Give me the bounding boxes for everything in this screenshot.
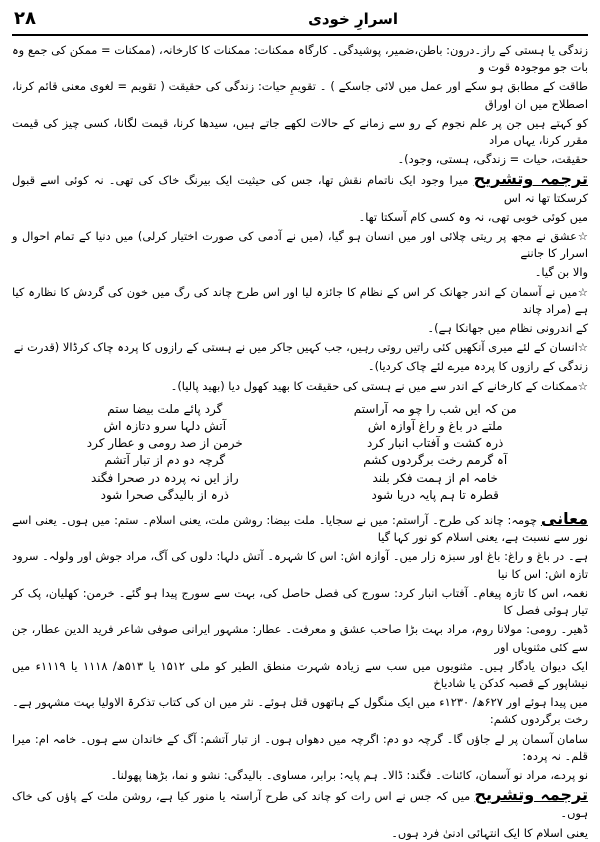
paragraph-line: ڈھیر۔ رومی: مولانا روم، مراد بہت بڑا صاحب عشق و معرفت۔ عطار: مشہور ایرانی صوفی شاعر فرید الدین عطار، جن سے کئی مثنویاں اور [12, 622, 588, 654]
intro-line: طاقت کے مطابق ہو سکے اور عمل میں لائی جاسکے ) ۔ تقویمِ حیات: زندگی کی حقیقت ( تقویم = لغوی معنی قائم کرنا، اصطلاح میں ان اوراق [12, 79, 588, 111]
section-heading: ترجمہ وتشریح [473, 169, 588, 189]
book-title: اسرارِ خودی [308, 10, 398, 28]
paragraph-line: نغمہ، اس کا تازہ پیغام۔ آفتاب انبار کرد: سورج کی فصل حاصل کی، بہت سے سورج پیدا ہو گئے۔ خرمن: کھلیان، پک کر تیار ہوئی فصل کا [12, 585, 588, 618]
intro-line: کو کہتے ہیں جن پر علم نجوم کے رو سے زمانے کے حالات لکھے جاتے ہیں، سیدھا کرنا، قیمت لگانا، کسی چیز کی قیمت مقرر کرنا، یہاں مراد [12, 115, 588, 148]
verse-hemistich: من کہ ایں شب را چو مہ آراستم [353, 401, 517, 416]
verse-hemistich: قطرہ تا ہم پایہ دریا شود [371, 487, 499, 502]
paragraph-line: نو پردے، مراد نو آسمان، کائنات۔ فگند: ڈالا۔ ہم پایہ: برابر، مساوی۔ بالیدگی: نشو و نما، بڑھنا پھولنا۔ [110, 767, 588, 782]
verse-hemistich: ملتے در باغ و راغ آوازہ اش [367, 419, 503, 434]
section-heading: ترجمہ وتشریح [474, 785, 588, 805]
translation-block-1 [12, 170, 588, 206]
verse-hemistich: آتش دلہا سرو دتازہ اش [103, 419, 227, 434]
page-content [12, 42, 588, 842]
paragraph-line: ☆عشق نے مجھ پر ریتی چلائی اور میں انسان ہو گیا، (میں نے آدمی کی صورت اختیار کرلی) میں دنیا کے تمام احوال و اسرار کا جاننے [12, 229, 588, 261]
paragraph-line: میں کوئی خوبی تھی، نہ وہ کسی کام آسکتا تھا۔ [358, 209, 588, 224]
paragraph-line: ہے۔ در باغ و راغ: باغ اور سبزہ زار میں۔ آوازہ اش: اس کا شہرہ۔ آتش دلہا: دلوں کی آگ، مراد جوش اور ولولہ۔ سرود تازہ اش: اس کا نیا [12, 549, 588, 581]
poem-verse [40, 470, 560, 487]
verse-hemistich: خرمن از صد رومی و عطار کرد [86, 436, 243, 451]
paragraph-line: ☆انسان کے لئے میری آنکھیں کئی راتیں روتی رہیں، جب کہیں جاکر میں نے ہستی کے رازوں کا پردہ چاک کرڈالا (قدرت نے [13, 340, 588, 355]
poem-verse [40, 435, 560, 452]
paragraph-line: کے اندرونی نظام میں جھانکا ہے)۔ [427, 321, 588, 336]
paragraph-line: میں کہ جس نے اس رات کو چاند کی طرح آراستہ یا منور کیا ہے، روشن ملت کے پاؤں کی خاک ہوں۔ [12, 789, 588, 821]
poem-verse [40, 452, 560, 469]
intro-line: حقیقت، حیات = زندگی، ہستی، وجود)۔ [397, 152, 588, 167]
meanings-block [12, 510, 588, 546]
verse-hemistich: گرچہ دو دم از تبار آتشم [104, 453, 226, 468]
paragraph-line: زندگی کے رازوں کا پردہ میرے لئے چاک کردیا)۔ [367, 359, 588, 374]
paragraph-line: ☆ممکنات کے کارخانے کے اندر سے میں نے ہستی کی حقیقت کا بھید کھول دیا (بھید پالیا)۔ [170, 378, 588, 393]
poem-verse [40, 401, 560, 418]
poem-verse [40, 487, 560, 504]
section-heading: معانی [540, 509, 589, 529]
paragraph-line: یعنی اسلام کا ایک انتہائی ادنیٰ فرد ہوں۔ [391, 825, 588, 840]
verse-hemistich: آہ گرمم رخت برگردوں کشم [363, 453, 508, 468]
intro-line: زندگی یا ہستی کے راز۔درون: باطن،ضمیر، پوشیدگی۔ کارگاہ ممکنات: ممکنات کا کارخانہ، (ممکنات = ممکن کی جمع وہ بات جو موجودہ قوت و [12, 43, 588, 75]
verse-hemistich: ذرہ از بالیدگی صحرا شود [100, 487, 229, 502]
poem-verse [40, 418, 560, 435]
translation-block-2 [12, 786, 588, 822]
paragraph-line: سامان آسمان پر لے جاؤں گا۔ گرچہ دو دم: اگرچہ میں دھواں ہوں۔ از تبار آتشم: آگ کے خاندان سے ہوں۔ خامہ ام: میرا قلم۔ نہ پردہ: [12, 731, 588, 763]
persian-poem [12, 401, 588, 504]
paragraph-line: میرا وجود ایک ناتمام نقش تھا، جس کی حیثیت ایک بیرنگ خاک کی تھی۔ نہ کوئی اسے قبول کرسکتا تھا نہ اس [12, 173, 588, 205]
paragraph-line: والا بن گیا۔ [534, 265, 588, 280]
verse-hemistich: گرد پائے ملت بیضا ستم [107, 401, 223, 416]
paragraph-line: چومہ: چاند کی طرح۔ آراستم: میں نے سجایا۔ ملت بیضا: روشن ملت، یعنی اسلام۔ ستم: میں ہوں۔ یعنی اسے نور سے نسبت ہے، یعنی اسلام کو نور کہا گیا [12, 513, 588, 545]
paragraph-line: میں پیدا ہوئے اور ۶۲۷ھ/ ۱۲۳۰ء میں ایک منگول کے ہاتھوں قتل ہوئے۔ نثر میں ان کی کتاب تذکرۃ الاولیا بہت مشہور ہے۔ رخت برگردوں کشم: [12, 695, 588, 727]
verse-hemistich: راز ایں نہ پردہ در صحرا فگند [90, 470, 239, 485]
page-header [12, 6, 588, 36]
paragraph-line: ☆میں نے آسمان کے اندر جھانک کر اس کے نظام کا جائزہ لیا اور اس طرح چاند کی رگ میں خون کی گردش کا نظارہ کیا ہے (مراد چاند [12, 284, 588, 316]
verse-hemistich: خامہ ام از ہمت فکر بلند [372, 470, 498, 485]
paragraph-line: ایک دیوان یادگار ہیں۔ مثنویوں میں سب سے زیادہ شہرت منطق الطیر کو ملی ۱۵۱۲ یا ۵۱۳ھ/ ۱۱۱۸ یا ۱۱۱۹ء میں نیشاپور کے قصبہ کدکن یا شادیاخ [12, 658, 589, 690]
verse-hemistich: ذرہ کشت و آفتاب انبار کرد [367, 436, 504, 451]
page-number: ۲۸ [14, 8, 36, 29]
